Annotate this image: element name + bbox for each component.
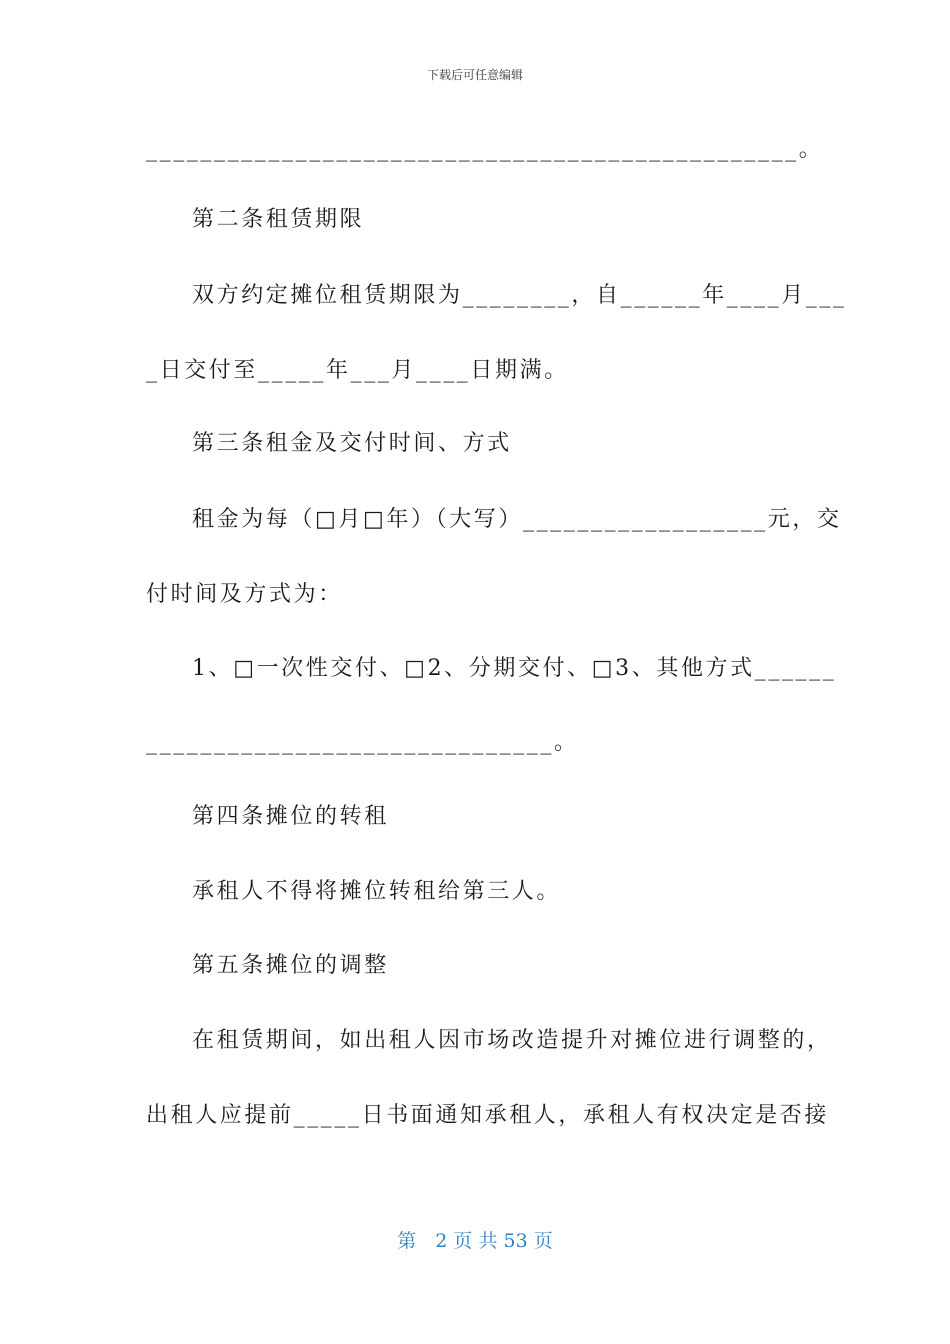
text-line: ______________________________。 <box>146 730 579 755</box>
text-line: _日交付至_____年___月____日期满。 <box>146 358 569 383</box>
text-line: 1、□一次性交付、□2、分期交付、□3、其他方式______ <box>192 656 837 681</box>
article-4-heading: 第四条摊位的转租 <box>192 804 389 829</box>
page-number-footer: 第 2 页 共 53 页 <box>397 1230 553 1252</box>
article-5-heading: 第五条摊位的调整 <box>192 953 389 978</box>
article-2-heading: 第二条租赁期限 <box>192 207 365 232</box>
article-3-heading: 第三条租金及交付时间、方式 <box>192 431 512 456</box>
text-line: 付时间及方式为： <box>146 582 343 607</box>
text-line: 在租赁期间，如出租人因市场改造提升对摊位进行调整的， <box>192 1028 832 1053</box>
text-line: 承租人不得将摊位转租给第三人。 <box>192 879 562 904</box>
page-header: 下载后可任意编辑 <box>426 68 523 82</box>
text-line-blank-end: ________________________________________________。 <box>146 137 824 162</box>
text-line: 出租人应提前_____日书面通知承租人，承租人有权决定是否接 <box>146 1103 830 1128</box>
text-line: 双方约定摊位租赁期限为________，自______年____月___ <box>192 283 847 308</box>
text-line: 租金为每（□月□年）（大写）__________________元，交 <box>192 507 842 532</box>
